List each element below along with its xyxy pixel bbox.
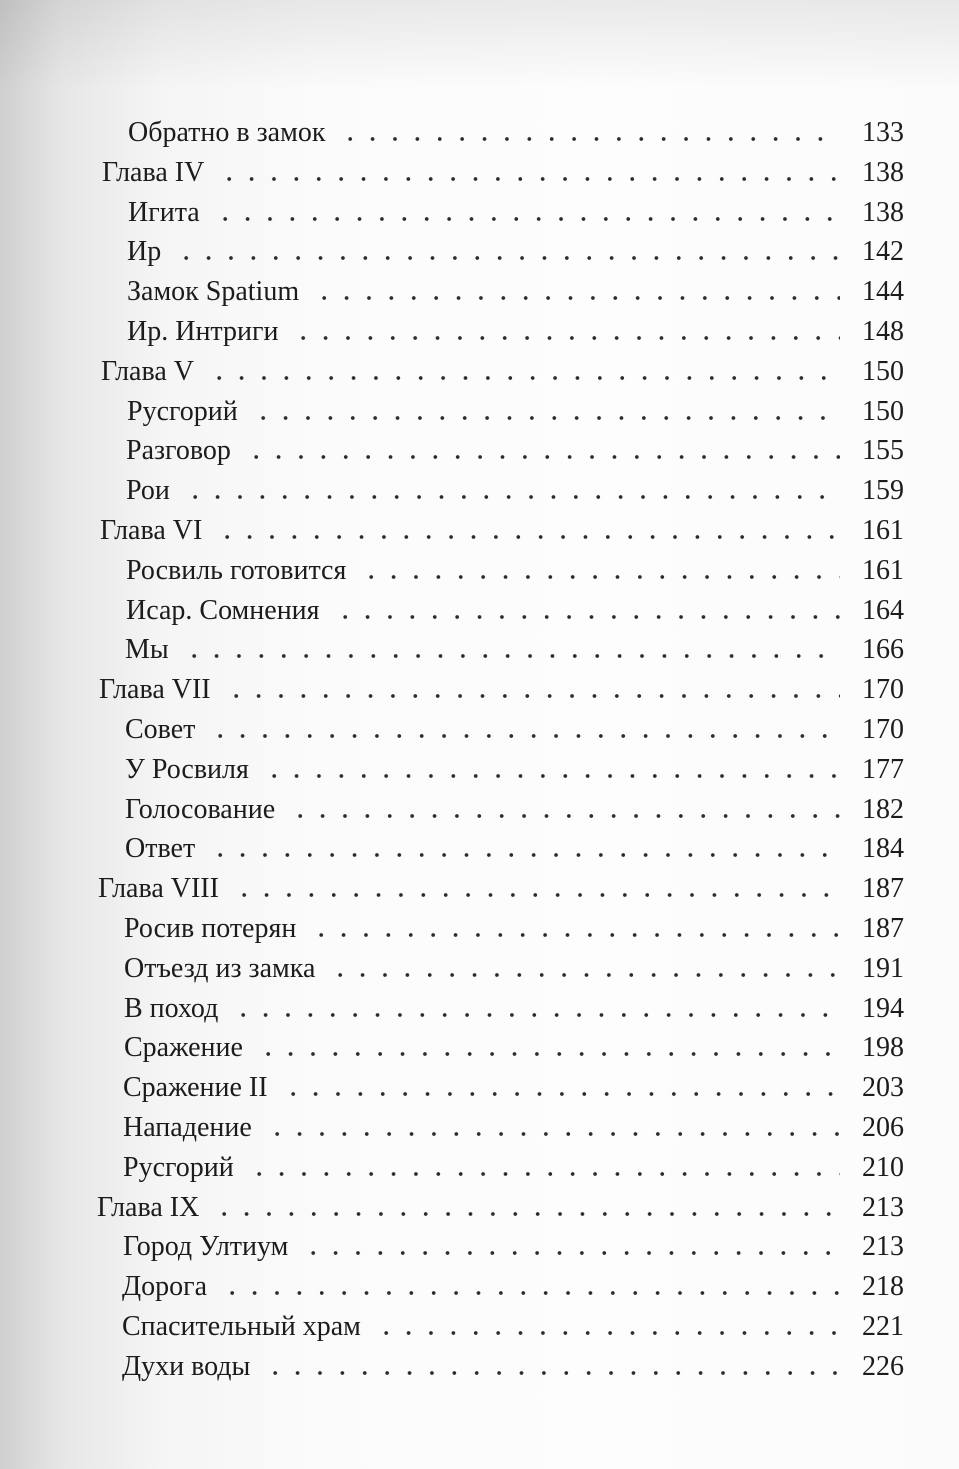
toc-section-row[interactable]	[127, 268, 904, 308]
toc-page-number: 150	[862, 396, 904, 427]
toc-chapter-row[interactable]	[98, 865, 904, 905]
toc-entry-title: Ир	[127, 236, 162, 267]
toc-page-number: 177	[862, 754, 904, 785]
toc-page-number: 170	[862, 714, 904, 745]
toc-section-row[interactable]	[124, 985, 904, 1025]
toc-page-number: 166	[862, 634, 904, 665]
dot-leader	[282, 1090, 840, 1098]
toc-entry-title: У Росвиля	[125, 754, 249, 785]
toc-section-row[interactable]	[127, 228, 904, 268]
toc-entry-title: Мы	[125, 634, 169, 665]
dot-leader	[209, 732, 840, 740]
dot-leader	[360, 573, 840, 581]
toc-entry-title: Росив потерян	[124, 913, 297, 944]
dot-leader	[233, 891, 840, 899]
dot-leader	[257, 1050, 840, 1058]
toc-page-number: 144	[862, 276, 904, 307]
toc-section-row[interactable]	[125, 786, 904, 826]
toc-page-number: 150	[862, 356, 904, 387]
toc-page-number: 213	[862, 1192, 904, 1223]
toc-entry-title: Сражение	[124, 1032, 243, 1063]
toc-entry-title: Дорога	[122, 1271, 208, 1302]
toc-page-number: 138	[862, 197, 904, 228]
toc-entry-title: Русгорий	[123, 1152, 234, 1183]
toc-section-row[interactable]	[124, 905, 904, 945]
toc-entry-title: Росвиль готовится	[126, 555, 347, 586]
toc-entry-title: Разговор	[126, 435, 231, 466]
toc-page-number: 161	[862, 515, 904, 546]
toc-entry-title: Русгорий	[127, 396, 238, 427]
dot-leader	[214, 215, 840, 223]
toc-page-number: 138	[862, 157, 904, 188]
toc-entry-title: Замок Spatium	[127, 276, 300, 307]
dot-leader	[221, 1289, 840, 1297]
toc-entry-title: Игита	[128, 197, 200, 228]
dot-leader	[216, 533, 840, 541]
dot-leader	[313, 294, 840, 302]
toc-chapter-row[interactable]	[102, 149, 904, 189]
dot-leader	[263, 772, 840, 780]
toc-entry-title: Исар. Сомнения	[126, 595, 320, 626]
dot-leader	[334, 613, 840, 621]
toc-section-row[interactable]	[124, 945, 904, 985]
dot-leader	[208, 374, 840, 382]
toc-entry-title: Голосование	[125, 794, 276, 825]
dot-leader	[225, 692, 840, 700]
toc-entry-title: Сражение II	[123, 1072, 268, 1103]
toc-section-row[interactable]	[126, 547, 904, 587]
toc-page-number: 133	[862, 117, 904, 148]
toc-page-number: 161	[862, 555, 904, 586]
toc-entry-title: Глава VI	[100, 515, 203, 546]
toc-page-number: 206	[862, 1112, 904, 1143]
dot-leader	[213, 1210, 840, 1218]
dot-leader	[209, 851, 840, 859]
dot-leader	[184, 493, 840, 501]
toc-page-number: 198	[862, 1032, 904, 1063]
dot-leader	[218, 175, 840, 183]
toc-section-row[interactable]	[126, 587, 904, 627]
toc-chapter-row[interactable]	[99, 666, 904, 706]
dot-leader	[266, 1130, 840, 1138]
toc-section-row[interactable]	[128, 189, 904, 229]
dot-leader	[302, 1249, 840, 1257]
toc-page-number: 182	[862, 794, 904, 825]
dot-leader	[329, 971, 840, 979]
toc-page-number: 191	[862, 953, 904, 984]
toc-page-number: 226	[862, 1351, 904, 1382]
toc-chapter-row[interactable]	[100, 507, 904, 547]
toc-page-number: 194	[862, 993, 904, 1024]
toc-page-number: 155	[862, 435, 904, 466]
toc-page-number: 187	[862, 873, 904, 904]
dot-leader	[264, 1369, 840, 1377]
toc-section-row[interactable]	[125, 626, 904, 666]
toc-page-number: 187	[862, 913, 904, 944]
toc-page-number: 221	[862, 1311, 904, 1342]
toc-section-row[interactable]	[123, 1104, 904, 1144]
toc-section-row[interactable]	[125, 706, 904, 746]
toc-chapter-row[interactable]	[101, 348, 904, 388]
toc-entry-title: Духи воды	[122, 1351, 251, 1382]
dot-leader	[339, 135, 840, 143]
toc-entry-title: Отъезд из замка	[124, 953, 316, 984]
dot-leader	[252, 414, 840, 422]
toc-page-number: 170	[862, 674, 904, 705]
toc-page-number: 213	[862, 1231, 904, 1262]
toc-section-row[interactable]	[123, 1064, 904, 1104]
toc-section-row[interactable]	[127, 388, 904, 428]
toc-entry-title: Нападение	[123, 1112, 252, 1143]
toc-entry-title: В поход	[124, 993, 219, 1024]
toc-entry-title: Спасительный храм	[122, 1311, 361, 1342]
dot-leader	[175, 254, 840, 262]
dot-leader	[183, 652, 840, 660]
toc-entry-title: Совет	[125, 714, 196, 745]
toc-entry-title: Город Ултиум	[123, 1231, 289, 1262]
toc-section-row[interactable]	[125, 825, 904, 865]
toc-section-row[interactable]	[122, 1343, 904, 1383]
toc-page-number: 148	[862, 316, 904, 347]
toc-entry-title: Глава IX	[97, 1192, 200, 1223]
toc-entry-title: Ответ	[125, 833, 196, 864]
toc-section-row[interactable]	[123, 1223, 904, 1263]
dot-leader	[375, 1329, 840, 1337]
toc-entry-title: Глава VII	[99, 674, 211, 705]
toc-chapter-row[interactable]	[97, 1184, 904, 1224]
dot-leader	[232, 1011, 840, 1019]
toc-page-number: 159	[862, 475, 904, 506]
toc-section-row[interactable]	[122, 1303, 904, 1343]
toc-section-row[interactable]	[128, 109, 904, 149]
toc-page-number: 218	[862, 1271, 904, 1302]
toc-page-number: 210	[862, 1152, 904, 1183]
toc-page-number: 164	[862, 595, 904, 626]
dot-leader	[292, 334, 840, 342]
toc-section-row[interactable]	[125, 746, 904, 786]
toc-section-row[interactable]	[122, 1263, 904, 1303]
toc-section-row[interactable]	[127, 308, 904, 348]
toc-page-number: 142	[862, 236, 904, 267]
toc-entry-title: Глава V	[101, 356, 194, 387]
dot-leader	[248, 1170, 840, 1178]
dot-leader	[310, 931, 840, 939]
toc-page-number: 203	[862, 1072, 904, 1103]
toc-section-row[interactable]	[123, 1144, 904, 1184]
toc-entry-title: Глава VIII	[98, 873, 219, 904]
toc-entry-title: Обратно в замок	[128, 117, 326, 148]
dot-leader	[245, 453, 840, 461]
toc-section-row[interactable]	[124, 1024, 904, 1064]
toc-page-number: 184	[862, 833, 904, 864]
toc-section-row[interactable]	[126, 427, 904, 467]
dot-leader	[289, 812, 840, 820]
toc-section-row[interactable]	[126, 467, 904, 507]
toc-entry-title: Ир. Интриги	[127, 316, 279, 347]
page-shadow	[0, 0, 959, 90]
toc-entry-title: Глава IV	[102, 157, 205, 188]
toc-entry-title: Рои	[126, 475, 170, 506]
